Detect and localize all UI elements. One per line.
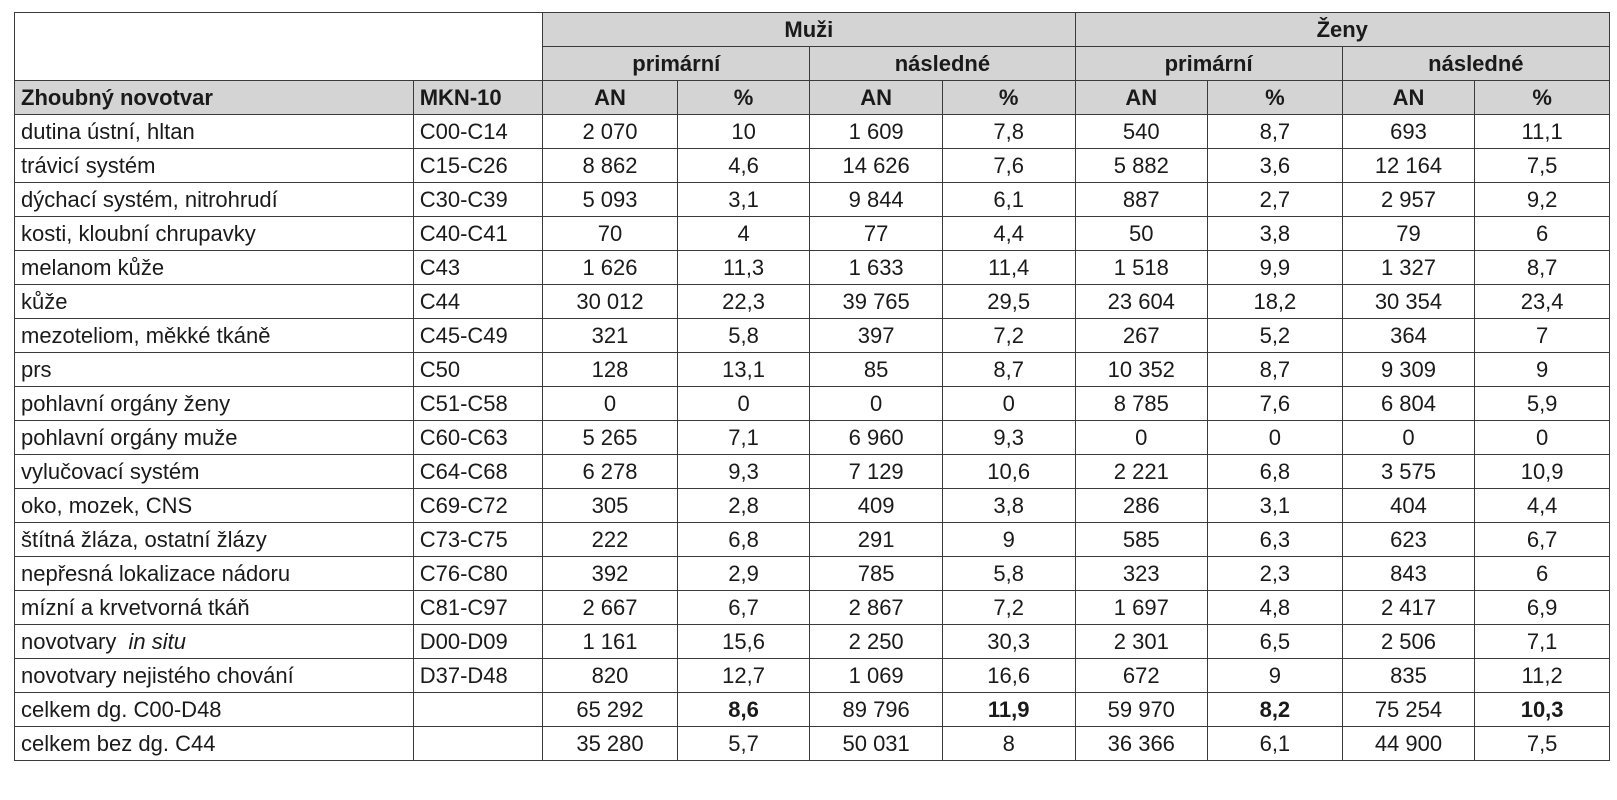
percent-cell: 8 xyxy=(942,727,1075,761)
header-row-groups xyxy=(15,13,1610,47)
neoplasm-name-prefix: novotvary xyxy=(21,629,123,654)
percent-cell: 0 xyxy=(677,387,810,421)
an-cell: 1 161 xyxy=(543,625,678,659)
an-cell: 50 031 xyxy=(810,727,943,761)
percent-cell: 6,9 xyxy=(1475,591,1610,625)
percent-cell: 5,7 xyxy=(677,727,810,761)
percent-cell: 7,1 xyxy=(677,421,810,455)
header-row-columns xyxy=(15,81,1610,115)
an-cell: 843 xyxy=(1342,557,1475,591)
percent-cell: 5,8 xyxy=(942,557,1075,591)
mkn10-code: C40-C41 xyxy=(413,217,542,251)
percent-cell: 23,4 xyxy=(1475,285,1610,319)
mkn10-code: C30-C39 xyxy=(413,183,542,217)
header-pct: % xyxy=(677,81,810,115)
percent-cell: 7,5 xyxy=(1475,727,1610,761)
header-neoplasm: Zhoubný novotvar xyxy=(15,81,414,115)
percent-cell: 2,9 xyxy=(677,557,810,591)
header-pct: % xyxy=(1208,81,1343,115)
percent-cell: 7,8 xyxy=(942,115,1075,149)
neoplasm-name: kůže xyxy=(15,285,414,319)
an-cell: 9 309 xyxy=(1342,353,1475,387)
neoplasm-name: pohlavní orgány muže xyxy=(15,421,414,455)
table-body xyxy=(15,115,1610,761)
mkn10-code: C00-C14 xyxy=(413,115,542,149)
percent-cell: 6,8 xyxy=(677,523,810,557)
mkn10-code: C64-C68 xyxy=(413,455,542,489)
percent-cell: 0 xyxy=(1475,421,1610,455)
percent-cell: 8,7 xyxy=(942,353,1075,387)
an-cell: 291 xyxy=(810,523,943,557)
an-cell: 5 265 xyxy=(543,421,678,455)
table-row xyxy=(15,319,1610,353)
an-cell: 10 352 xyxy=(1075,353,1208,387)
percent-cell: 8,7 xyxy=(1208,353,1343,387)
percent-cell: 6,5 xyxy=(1208,625,1343,659)
percent-cell: 10,6 xyxy=(942,455,1075,489)
percent-cell: 7,2 xyxy=(942,319,1075,353)
an-cell: 672 xyxy=(1075,659,1208,693)
an-cell: 404 xyxy=(1342,489,1475,523)
an-cell: 785 xyxy=(810,557,943,591)
an-cell: 0 xyxy=(1342,421,1475,455)
neoplasm-name: trávicí systém xyxy=(15,149,414,183)
table-row xyxy=(15,557,1610,591)
percent-cell: 9,9 xyxy=(1208,251,1343,285)
percent-cell: 7,2 xyxy=(942,591,1075,625)
an-cell: 1 069 xyxy=(810,659,943,693)
an-cell: 128 xyxy=(543,353,678,387)
percent-cell: 3,8 xyxy=(1208,217,1343,251)
header-pct: % xyxy=(942,81,1075,115)
an-cell: 392 xyxy=(543,557,678,591)
mkn10-code: C73-C75 xyxy=(413,523,542,557)
percent-cell: 30,3 xyxy=(942,625,1075,659)
mkn10-code: C44 xyxy=(413,285,542,319)
percent-cell: 9 xyxy=(1208,659,1343,693)
neoplasm-name: celkem dg. C00-D48 xyxy=(15,693,414,727)
percent-cell: 10,3 xyxy=(1475,693,1610,727)
header-row-subgroups xyxy=(15,47,1610,81)
neoplasm-name: mezoteliom, měkké tkáně xyxy=(15,319,414,353)
neoplasm-name: mízní a krvetvorná tkáň xyxy=(15,591,414,625)
neoplasm-name: novotvary nejistého chování xyxy=(15,659,414,693)
percent-cell: 5,8 xyxy=(677,319,810,353)
an-cell: 1 626 xyxy=(543,251,678,285)
an-cell: 89 796 xyxy=(810,693,943,727)
an-cell: 6 278 xyxy=(543,455,678,489)
an-cell: 0 xyxy=(543,387,678,421)
an-cell: 8 785 xyxy=(1075,387,1208,421)
an-cell: 835 xyxy=(1342,659,1475,693)
an-cell: 0 xyxy=(810,387,943,421)
cancer-statistics-table xyxy=(14,12,1610,761)
header-blank-cell xyxy=(15,47,543,81)
neoplasm-name: pohlavní orgány ženy xyxy=(15,387,414,421)
table-row xyxy=(15,421,1610,455)
percent-cell: 12,7 xyxy=(677,659,810,693)
table-row xyxy=(15,149,1610,183)
header-women-subsequent: následné xyxy=(1342,47,1609,81)
an-cell: 2 417 xyxy=(1342,591,1475,625)
neoplasm-name xyxy=(15,625,414,659)
mkn10-code: C45-C49 xyxy=(413,319,542,353)
table-row xyxy=(15,251,1610,285)
percent-cell: 11,4 xyxy=(942,251,1075,285)
an-cell: 2 506 xyxy=(1342,625,1475,659)
percent-cell: 7,1 xyxy=(1475,625,1610,659)
percent-cell: 2,3 xyxy=(1208,557,1343,591)
percent-cell: 7,6 xyxy=(942,149,1075,183)
an-cell: 0 xyxy=(1075,421,1208,455)
percent-cell: 6,8 xyxy=(1208,455,1343,489)
total-row xyxy=(15,693,1610,727)
percent-cell: 6 xyxy=(1475,217,1610,251)
table-row xyxy=(15,625,1610,659)
an-cell: 85 xyxy=(810,353,943,387)
an-cell: 8 862 xyxy=(543,149,678,183)
an-cell: 6 960 xyxy=(810,421,943,455)
percent-cell: 8,6 xyxy=(677,693,810,727)
an-cell: 3 575 xyxy=(1342,455,1475,489)
an-cell: 222 xyxy=(543,523,678,557)
an-cell: 2 667 xyxy=(543,591,678,625)
table-row xyxy=(15,591,1610,625)
an-cell: 39 765 xyxy=(810,285,943,319)
an-cell: 5 093 xyxy=(543,183,678,217)
neoplasm-name: nepřesná lokalizace nádoru xyxy=(15,557,414,591)
an-cell: 321 xyxy=(543,319,678,353)
mkn10-code: C81-C97 xyxy=(413,591,542,625)
an-cell: 1 518 xyxy=(1075,251,1208,285)
percent-cell: 7 xyxy=(1475,319,1610,353)
an-cell: 2 301 xyxy=(1075,625,1208,659)
percent-cell: 9,3 xyxy=(677,455,810,489)
percent-cell: 16,6 xyxy=(942,659,1075,693)
percent-cell: 7,6 xyxy=(1208,387,1343,421)
mkn10-code xyxy=(413,727,542,761)
an-cell: 36 366 xyxy=(1075,727,1208,761)
mkn10-code: C15-C26 xyxy=(413,149,542,183)
percent-cell: 8,7 xyxy=(1475,251,1610,285)
percent-cell: 4,4 xyxy=(1475,489,1610,523)
percent-cell: 9,3 xyxy=(942,421,1075,455)
mkn10-code: C51-C58 xyxy=(413,387,542,421)
percent-cell: 6,3 xyxy=(1208,523,1343,557)
an-cell: 1 633 xyxy=(810,251,943,285)
neoplasm-name: vylučovací systém xyxy=(15,455,414,489)
header-men: Muži xyxy=(543,13,1075,47)
mkn10-code: D37-D48 xyxy=(413,659,542,693)
an-cell: 44 900 xyxy=(1342,727,1475,761)
an-cell: 35 280 xyxy=(543,727,678,761)
percent-cell: 29,5 xyxy=(942,285,1075,319)
header-women-primary: primární xyxy=(1075,47,1342,81)
percent-cell: 3,1 xyxy=(677,183,810,217)
percent-cell: 13,1 xyxy=(677,353,810,387)
an-cell: 6 804 xyxy=(1342,387,1475,421)
mkn10-code xyxy=(413,693,542,727)
percent-cell: 6 xyxy=(1475,557,1610,591)
neoplasm-name: dýchací systém, nitrohrudí xyxy=(15,183,414,217)
percent-cell: 8,2 xyxy=(1208,693,1343,727)
an-cell: 30 012 xyxy=(543,285,678,319)
percent-cell: 4,6 xyxy=(677,149,810,183)
percent-cell: 11,9 xyxy=(942,693,1075,727)
mkn10-code: C50 xyxy=(413,353,542,387)
percent-cell: 10,9 xyxy=(1475,455,1610,489)
percent-cell: 10 xyxy=(677,115,810,149)
total-row xyxy=(15,727,1610,761)
an-cell: 7 129 xyxy=(810,455,943,489)
an-cell: 1 327 xyxy=(1342,251,1475,285)
mkn10-code: C69-C72 xyxy=(413,489,542,523)
percent-cell: 11,2 xyxy=(1475,659,1610,693)
percent-cell: 3,1 xyxy=(1208,489,1343,523)
table-row xyxy=(15,353,1610,387)
percent-cell: 7,5 xyxy=(1475,149,1610,183)
header-pct: % xyxy=(1475,81,1610,115)
percent-cell: 11,1 xyxy=(1475,115,1610,149)
an-cell: 540 xyxy=(1075,115,1208,149)
an-cell: 2 070 xyxy=(543,115,678,149)
table-row xyxy=(15,387,1610,421)
header-women: Ženy xyxy=(1075,13,1610,47)
an-cell: 12 164 xyxy=(1342,149,1475,183)
table-row xyxy=(15,115,1610,149)
percent-cell: 6,1 xyxy=(1208,727,1343,761)
percent-cell: 4,4 xyxy=(942,217,1075,251)
header-an: AN xyxy=(1342,81,1475,115)
neoplasm-name: kosti, kloubní chrupavky xyxy=(15,217,414,251)
percent-cell: 4 xyxy=(677,217,810,251)
an-cell: 14 626 xyxy=(810,149,943,183)
an-cell: 305 xyxy=(543,489,678,523)
mkn10-code: C60-C63 xyxy=(413,421,542,455)
an-cell: 585 xyxy=(1075,523,1208,557)
an-cell: 75 254 xyxy=(1342,693,1475,727)
an-cell: 50 xyxy=(1075,217,1208,251)
header-men-subsequent: následné xyxy=(810,47,1075,81)
header-an: AN xyxy=(1075,81,1208,115)
percent-cell: 5,9 xyxy=(1475,387,1610,421)
an-cell: 267 xyxy=(1075,319,1208,353)
mkn10-code: C76-C80 xyxy=(413,557,542,591)
an-cell: 5 882 xyxy=(1075,149,1208,183)
percent-cell: 11,3 xyxy=(677,251,810,285)
an-cell: 2 867 xyxy=(810,591,943,625)
percent-cell: 3,8 xyxy=(942,489,1075,523)
an-cell: 9 844 xyxy=(810,183,943,217)
percent-cell: 3,6 xyxy=(1208,149,1343,183)
table-row xyxy=(15,183,1610,217)
neoplasm-name: štítná žláza, ostatní žlázy xyxy=(15,523,414,557)
table-row xyxy=(15,217,1610,251)
an-cell: 2 221 xyxy=(1075,455,1208,489)
an-cell: 65 292 xyxy=(543,693,678,727)
percent-cell: 0 xyxy=(1208,421,1343,455)
neoplasm-name: melanom kůže xyxy=(15,251,414,285)
percent-cell: 8,7 xyxy=(1208,115,1343,149)
percent-cell: 22,3 xyxy=(677,285,810,319)
an-cell: 820 xyxy=(543,659,678,693)
table-row xyxy=(15,659,1610,693)
header-blank-cell xyxy=(15,13,543,47)
an-cell: 364 xyxy=(1342,319,1475,353)
an-cell: 397 xyxy=(810,319,943,353)
percent-cell: 6,7 xyxy=(1475,523,1610,557)
an-cell: 1 609 xyxy=(810,115,943,149)
mkn10-code: D00-D09 xyxy=(413,625,542,659)
an-cell: 693 xyxy=(1342,115,1475,149)
table-row xyxy=(15,285,1610,319)
percent-cell: 2,8 xyxy=(677,489,810,523)
percent-cell: 18,2 xyxy=(1208,285,1343,319)
an-cell: 2 957 xyxy=(1342,183,1475,217)
header-an: AN xyxy=(810,81,943,115)
table-row xyxy=(15,455,1610,489)
table-row xyxy=(15,523,1610,557)
percent-cell: 5,2 xyxy=(1208,319,1343,353)
neoplasm-name: prs xyxy=(15,353,414,387)
percent-cell: 15,6 xyxy=(677,625,810,659)
an-cell: 887 xyxy=(1075,183,1208,217)
an-cell: 79 xyxy=(1342,217,1475,251)
header-men-primary: primární xyxy=(543,47,810,81)
percent-cell: 9,2 xyxy=(1475,183,1610,217)
percent-cell: 4,8 xyxy=(1208,591,1343,625)
mkn10-code: C43 xyxy=(413,251,542,285)
an-cell: 2 250 xyxy=(810,625,943,659)
an-cell: 286 xyxy=(1075,489,1208,523)
percent-cell: 9 xyxy=(1475,353,1610,387)
an-cell: 23 604 xyxy=(1075,285,1208,319)
neoplasm-name: celkem bez dg. C44 xyxy=(15,727,414,761)
table-header xyxy=(15,13,1610,115)
an-cell: 30 354 xyxy=(1342,285,1475,319)
percent-cell: 9 xyxy=(942,523,1075,557)
an-cell: 323 xyxy=(1075,557,1208,591)
neoplasm-name: dutina ústní, hltan xyxy=(15,115,414,149)
percent-cell: 6,7 xyxy=(677,591,810,625)
an-cell: 70 xyxy=(543,217,678,251)
percent-cell: 6,1 xyxy=(942,183,1075,217)
header-an: AN xyxy=(543,81,678,115)
percent-cell: 0 xyxy=(942,387,1075,421)
an-cell: 409 xyxy=(810,489,943,523)
an-cell: 59 970 xyxy=(1075,693,1208,727)
neoplasm-name-italic: in situ xyxy=(128,629,186,654)
an-cell: 1 697 xyxy=(1075,591,1208,625)
percent-cell: 2,7 xyxy=(1208,183,1343,217)
an-cell: 77 xyxy=(810,217,943,251)
neoplasm-name: oko, mozek, CNS xyxy=(15,489,414,523)
table-row xyxy=(15,489,1610,523)
header-mkn10: MKN-10 xyxy=(413,81,542,115)
an-cell: 623 xyxy=(1342,523,1475,557)
